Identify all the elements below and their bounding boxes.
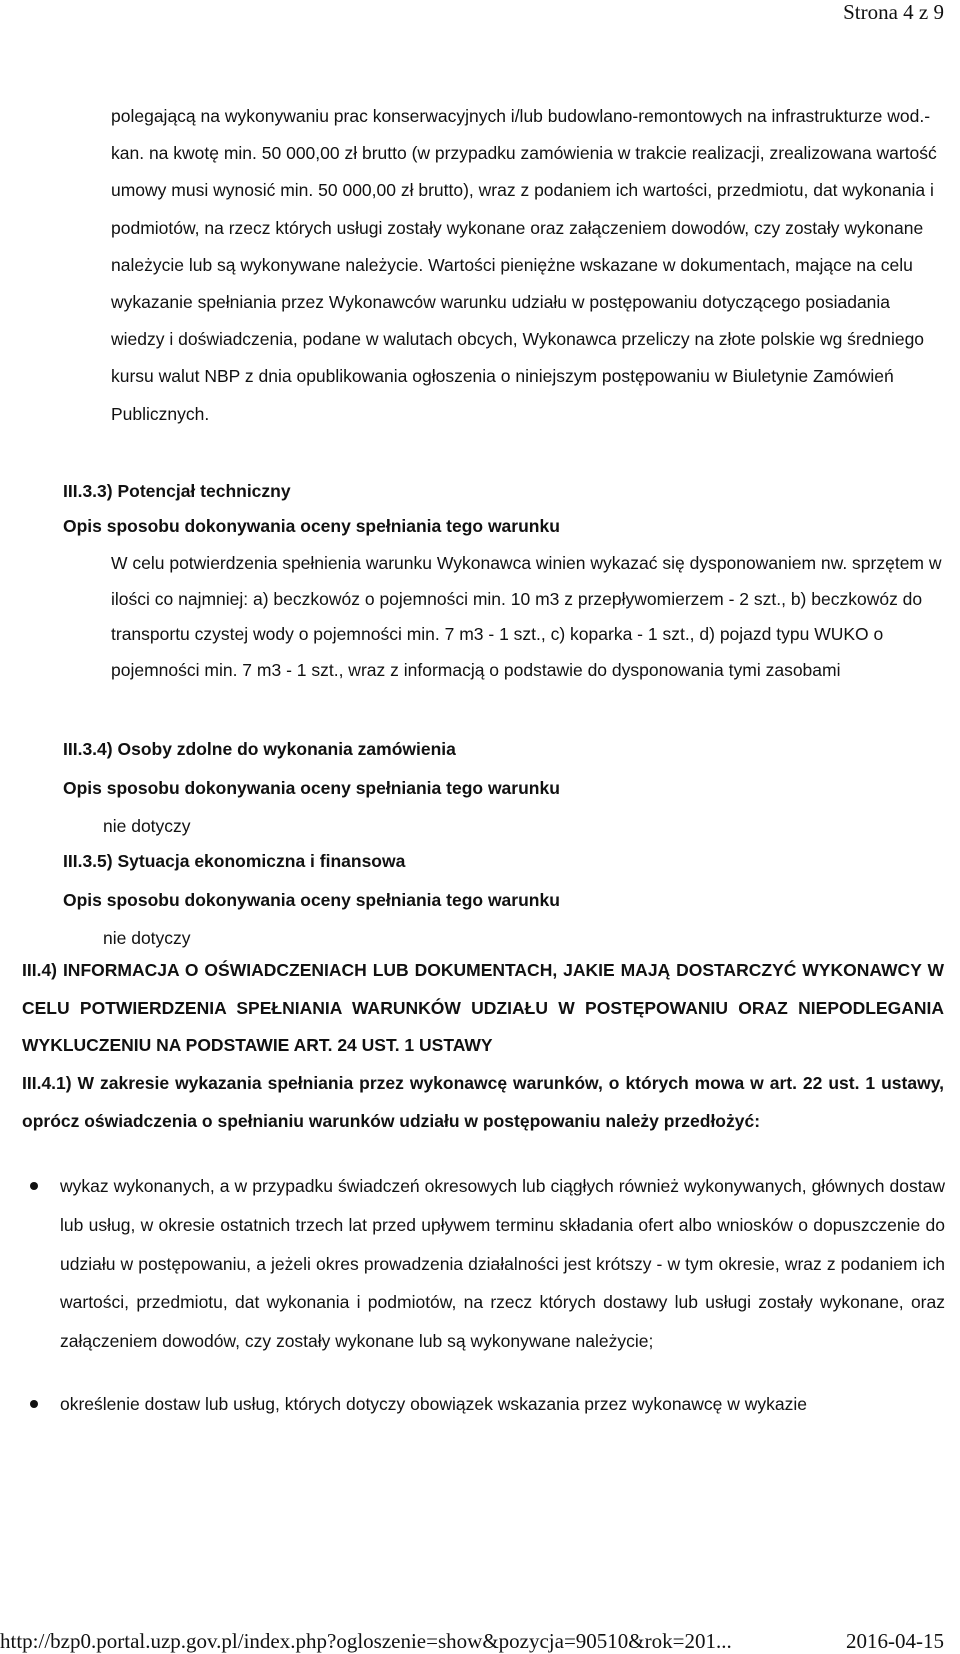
section-3-5-description-label: Opis sposobu dokonywania oceny spełniania tego warunku (63, 890, 560, 910)
bullet-icon (30, 1182, 38, 1190)
section-3-3-condition-text: W celu potwierdzenia spełnienia warunku Wykonawca winien wykazać się dysponowaniem nw. sprzętem w ilości co najmniej: a) beczkowóz o pojemności min. 10 m3 z przepływomierzem - 2 szt., b) beczkowóz do transportu czystej wody o pojemności min. 7 m3 - 1 szt., c) koparka - 1 szt., d) pojazd typu WUKO o pojemności min. 7 m3 - 1 szt., wraz z informacją o podstawie do dysponowania tymi zasobami (111, 553, 942, 680)
section-3-4-condition-text: nie dotyczy (103, 816, 191, 836)
footer-url: http://bzp0.portal.uzp.gov.pl/index.php?ogloszenie=show&pozycja=90510&rok=201... (0, 1629, 732, 1653)
list-item-text: wykaz wykonanych, a w przypadku świadczeń okresowych lub ciągłych również wykonywanych, głównych dostaw lub usług, w okresie ostatnich trzech lat przed upływem terminu składania ofert albo wniosków o dopuszczenie do udziału w postępowaniu, a jeżeli okres prowadzenia działalności jest krótszy - w tym okresie, wraz z podaniem ich wartości, przedmiotu, dat wykonania i podmiotów, na rzecz których dostawy lub usługi zostały wykonane, oraz załączeniem dowodów, czy zostały wykonane lub są wykonywane należycie; (60, 1176, 945, 1352)
section-3-3-title: Potencjał techniczny (117, 481, 291, 501)
experience-requirement-paragraph: polegającą na wykonywaniu prac konserwacyjnych i/lub budowlano-remontowych na infrastrukturze wod.-kan. na kwotę min. 50 000,00 zł brutto (w przypadku zamówienia w trakcie realizacji, zrealizowana wartość umowy musi wynosić min. 50 000,00 zł brutto), wraz z podaniem ich wartości, przedmiotu, dat wykonania i podmiotów, na rzecz których usługi zostały wykonane oraz załączeniem dowodów, czy zostały wykonane należycie lub są wykonywane należycie. Wartości pieniężne wskazane w dokumentach, mające na celu wykazanie spełniania przez Wykonawców warunku udziału w postępowaniu dotyczącego posiadania wiedzy i doświadczenia, podane w walutach obcych, Wykonawca przeliczy na złote polskie wg średniego kursu walut NBP z dnia opublikowania ogłoszenia o niniejszym postępowaniu w Biuletynie Zamówień Publicznych. (111, 106, 937, 424)
footer-date: 2016-04-15 (846, 1629, 944, 1653)
section-4-heading: III.4) INFORMACJA O OŚWIADCZENIACH LUB DOKUMENTACH, JAKIE MAJĄ DOSTARCZYĆ WYKONAWCY W CELU POTWIERDZENIA SPEŁNIANIA WARUNKÓW UDZIAŁU W POSTĘPOWANIU ORAZ NIEPODLEGANIA WYKLUCZENIU NA PODSTAWIE ART. 24 UST. 1 USTAWY (22, 960, 944, 1055)
list-item (30, 1167, 945, 1361)
list-item-text: określenie dostaw lub usług, których dotyczy obowiązek wskazania przez wykonawcę w wykazie (60, 1393, 808, 1414)
page-footer (0, 1628, 960, 1654)
section-3-5-heading (63, 851, 405, 871)
section-3-4-title: Osoby zdolne do wykonania zamówienia (117, 739, 456, 759)
section-3-3-heading (63, 481, 291, 501)
section-3-4-description-label: Opis sposobu dokonywania oceny spełniania tego warunku (63, 778, 560, 798)
section-3-5-condition-text: nie dotyczy (103, 928, 191, 948)
section-4-1-heading: III.4.1) W zakresie wykazania spełniania przez wykonawcę warunków, o których mowa w art. 22 ust. 1 ustawy, oprócz oświadczenia o spełnianiu warunków udziału w postępowaniu należy przedłożyć: (22, 1073, 944, 1131)
section-3-4-heading (63, 739, 456, 759)
section-3-4-number: III.3.4) (63, 739, 113, 759)
page-number-label: Strona 4 z 9 (843, 0, 944, 24)
section-3-5-number: III.3.5) (63, 851, 113, 871)
bullet-icon (30, 1400, 38, 1408)
section-3-3-description-label: Opis sposobu dokonywania oceny spełniania tego warunku (63, 516, 560, 536)
list-item (30, 1385, 945, 1424)
section-3-3-number: III.3.3) (63, 481, 113, 501)
section-3-5-title: Sytuacja ekonomiczna i finansowa (117, 851, 406, 871)
required-documents-list (30, 1167, 945, 1424)
